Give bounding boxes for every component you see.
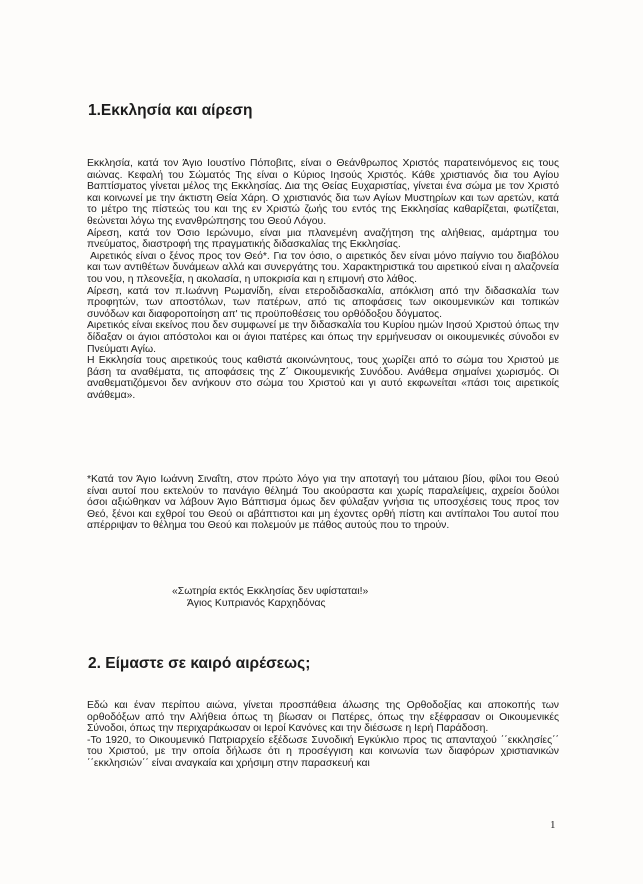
quote-text: «Σωτηρία εκτός Εκκλησίας δεν υφίσταται!» bbox=[172, 586, 369, 597]
paragraph-romanidis: Αίρεση, κατά τον π.Ιωάννη Ρωμανίδη, είναι ετεροδιδασκαλία, απόκλιση από την διδασκαλία των προφητών, των αποστόλων, των πατέρων, από τις αποφάσεις των οικουμενικών και τοπικών συνόδων και διαφοροποίηση απ' τις προϋποθέσεις του ορθόδοξου δόγματος. bbox=[87, 285, 559, 320]
paragraph-heretic-stranger: Αιρετικός είναι ο ξένος προς τον Θεό*. Για τον όσιο, ο αιρετικός δεν είναι μόνο παίγνιο του διαβόλου και των αντιθέτων δυνάμεων αλλά και συνεργάτης του. Χαρακτηριστικά του αιρετικού είναι η αλαζονεία του νου, η πλεονεξία, η ακολασία, η υποκρισία και η επιμονή στο λάθος. bbox=[87, 250, 559, 285]
section-2-body bbox=[87, 700, 559, 770]
quotation bbox=[172, 586, 368, 610]
footnote-sinaite: *Κατά τον Άγιο Ιωάννη Σιναΐτη, στον πρώτο λόγο για την αποταγή του μάταιου βίου, φίλοι του Θεού είναι αυτοί που εκτελούν το πανάγιο θέλημά Του ακούραστα και χωρίς παραλείψεις, αχρείοι δούλοι όσοι αξιώθηκαν να λάβουν Άγιο Βάπτισμα όμως δεν φύλαξαν γνήσια τις υποσχέσεις τους προς τον Θεό, ξένοι και εχθροί του Θεού οι αβάπτιστοι και μη έχοντες ορθή πίστη και αντίπαλοι Του αυτοί που απέρριψαν το θέλημα του Θεού και πολεμούν με πάθος αυτούς που το τηρούν. bbox=[87, 474, 559, 532]
paragraph-anathema: Η Εκκλησία τους αιρετικούς τους καθιστά ακοινώνητους, τους χωρίζει από το σώμα του Χριστού με βάση τα αναθέματα, τις αποφάσεις της Ζ΄ Οικουμενικής Συνόδου. Ανάθεμα σημαίνει χωρισμός. Οι αναθεματιζόμενοι δεν ανήκουν στο σώμα του Χριστού και γι αυτό εκφωνείται «πάσι τοις αιρετικοίς ανάθεμα». bbox=[87, 355, 559, 401]
section-1-heading: 1.Εκκλησία και αίρεση bbox=[88, 102, 253, 119]
section-2-heading: 2. Είμαστε σε καιρό αιρέσεως; bbox=[88, 655, 311, 672]
paragraph-heresy-definition: Αίρεση, κατά τον Όσιο Ιερώνυμο, είναι μια πλανεμένη αναζήτηση της αλήθειας, αμάρτημα του πνεύματος, διαστροφή της πραγματικής διδασκαλίας της Εκκλησίας. bbox=[87, 227, 559, 251]
paragraph-church-definition: Εκκλησία, κατά τον Άγιο Ιουστίνο Πόποβιτς, είναι ο Θεάνθρωπος Χριστός παρατεινόμενος εις τους αιώνας. Κεφαλή του Σώματός Της είναι ο Κύριος Ιησούς Χριστός. Κάθε χριστιανός δια του Αγίου Βαπτίσματος γίνεται μέλος της Εκκλησίας. Δια της Θείας Ευχαριστίας, γίνεται ένα σώμα με τον Χριστό και κοινωνεί με την άκτιστη Θεία Χάρη. Ο χριστιανός δια των Αγίων Μυστηρίων και των αρετών, κατά το μέτρο της πίστεώς του και της εν Χριστώ ζωής του εντός της Εκκλησίας καθαρίζεται, φωτίζεται, θεώνεται λόγω της ενανθρώπησης του Θεού Λόγου. bbox=[87, 158, 559, 227]
paragraph-1920-encyclical: -Το 1920, το Οικουμενικό Πατριαρχείο εξέδωσε Συνοδική Εγκύκλιο προς τις απανταχού ΄΄εκκλησίες΄΄ του Χριστού, με την οποία δήλωσε ότι η προσέγγιση και κοινωνία των διαφόρων χριστιανικών ΄΄εκκλησιών΄΄ είναι αναγκαία και χρήσιμη στην παρασκευή και bbox=[87, 734, 559, 769]
paragraph-heretic-disagrees: Αιρετικός είναι εκείνος που δεν συμφωνεί με την διδασκαλία του Κυρίου ημών Ιησού Χριστού όπως την δίδαξαν οι άγιοι απόστολοι και οι άγιοι πατέρες και όπως την ερμήνευσαν οι οικουμενικές σύνοδοι εν Πνεύματι Αγίω. bbox=[87, 320, 559, 355]
page-number: 1 bbox=[550, 819, 556, 831]
footnote-block bbox=[87, 474, 559, 532]
section-1-body bbox=[87, 158, 559, 401]
paragraph-century-attempt: Εδώ και έναν περίπου αιώνα, γίνεται προσπάθεια άλωσης της Ορθοδοξίας και αποκοπής των ορθοδόξων από την Αλήθεια όπως τη βίωσαν οι Πατέρες, όπως την εξέφρασαν οι Οικουμενικές Σύνοδοι, όπως την περιχαράκωσαν οι Ιεροί Κανόνες και την διέσωσε η Ιερή Παράδοση. bbox=[87, 700, 559, 735]
quote-author: Άγιος Κυπριανός Καρχηδόνας bbox=[187, 597, 326, 609]
